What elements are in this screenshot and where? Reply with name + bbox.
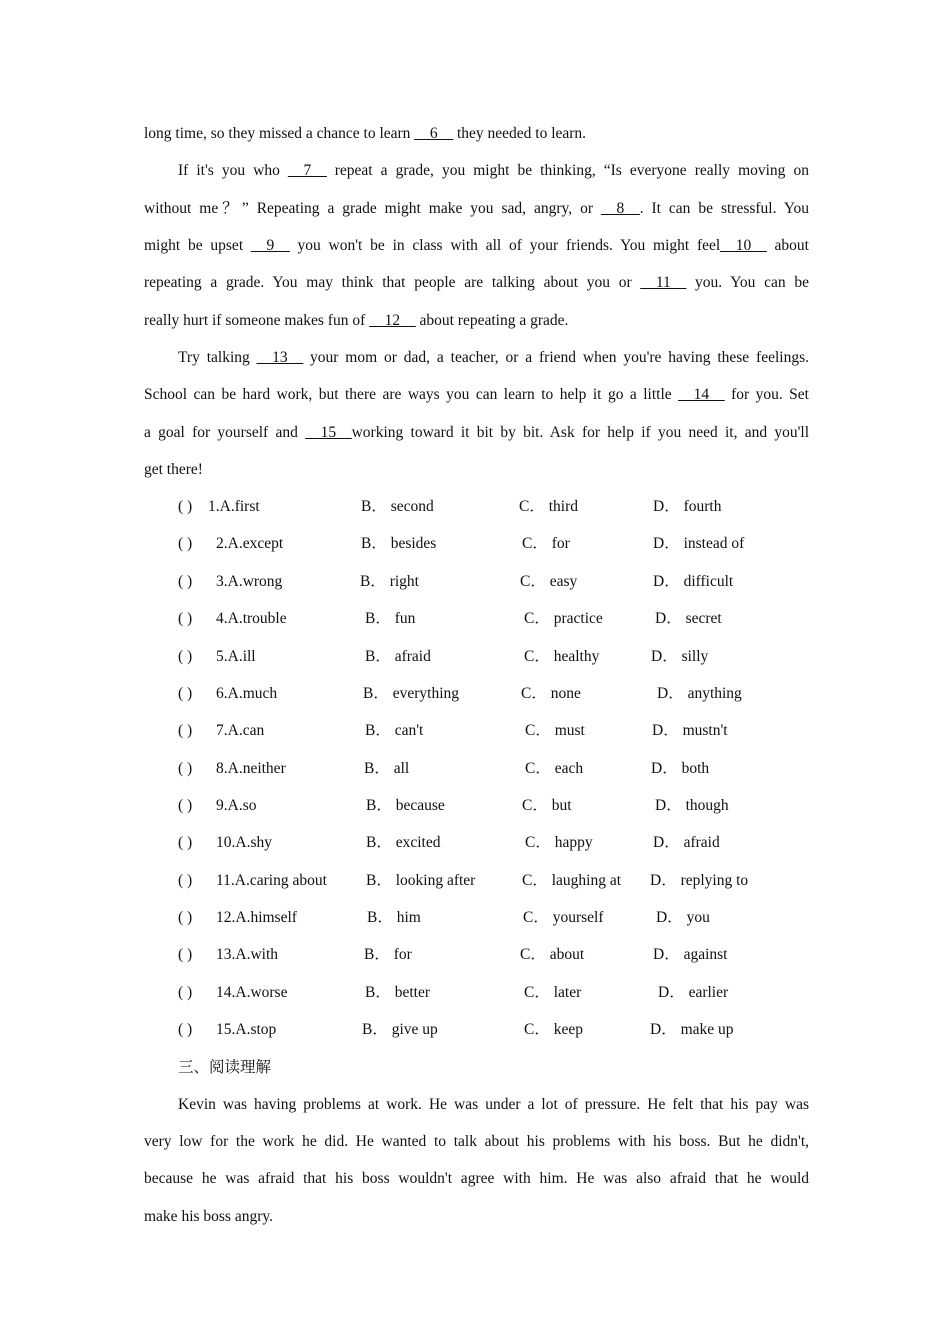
option-b: B． all: [364, 760, 410, 777]
option-a: 2.A.except: [216, 535, 284, 552]
answer-paren[interactable]: ( ): [178, 535, 193, 552]
option-a: 12.A.himself: [216, 909, 297, 926]
option-b: B． better: [365, 984, 430, 1001]
option-a: 1.A.first: [208, 498, 260, 515]
blank-9: __9__: [250, 237, 290, 254]
question-row-4: [178, 609, 818, 629]
question-row-10: [178, 833, 818, 853]
option-c: C． practice: [524, 610, 603, 627]
question-row-13: [178, 945, 818, 965]
option-b: B． besides: [361, 535, 437, 552]
option-d: D． afraid: [653, 834, 720, 851]
option-d: D． secret: [655, 610, 722, 627]
option-d: D． both: [651, 760, 710, 777]
blank-7: __7__: [287, 162, 327, 179]
option-b: B． right: [360, 573, 419, 590]
blank-6: __6__: [414, 125, 454, 142]
question-row-1: [178, 497, 818, 517]
answer-paren[interactable]: ( ): [178, 722, 193, 739]
option-d: D． silly: [651, 648, 709, 665]
answer-paren[interactable]: ( ): [178, 573, 193, 590]
option-a: 4.A.trouble: [216, 610, 287, 627]
passage-line: If it's you who __7__ repeat a grade, you might be thinking, “Is everyone really moving on: [178, 162, 809, 179]
option-b: B． second: [361, 498, 434, 515]
option-a: 3.A.wrong: [216, 573, 283, 590]
question-row-6: [178, 684, 818, 704]
option-d: D． instead of: [653, 535, 745, 552]
option-b: B． everything: [363, 685, 459, 702]
passage-line: Try talking __13__ your mom or dad, a teacher, or a friend when you're having these feelings.: [178, 349, 809, 366]
option-c: C． easy: [520, 573, 578, 590]
reading-line: Kevin was having problems at work. He was under a lot of pressure. He felt that his pay was: [178, 1096, 809, 1113]
question-row-2: [178, 534, 818, 554]
answer-paren[interactable]: ( ): [178, 984, 193, 1001]
passage-line: School can be hard work, but there are ways you can learn to help it go a little __14__ for you. Set: [144, 386, 809, 403]
option-d: D． you: [656, 909, 710, 926]
answer-paren[interactable]: ( ): [178, 760, 193, 777]
option-a: 15.A.stop: [216, 1021, 277, 1038]
option-d: D． difficult: [653, 573, 734, 590]
option-a: 10.A.shy: [216, 834, 272, 851]
option-c: C． but: [522, 797, 572, 814]
option-c: C． healthy: [524, 648, 600, 665]
option-d: D． earlier: [658, 984, 729, 1001]
question-row-11: [178, 871, 818, 891]
option-c: C． each: [525, 760, 584, 777]
question-row-15: [178, 1020, 818, 1040]
question-row-7: [178, 721, 818, 741]
option-b: B． fun: [365, 610, 416, 627]
option-c: C． none: [521, 685, 581, 702]
option-c: C． yourself: [523, 909, 604, 926]
answer-paren[interactable]: ( ): [178, 946, 193, 963]
option-b: B． for: [364, 946, 412, 963]
answer-paren[interactable]: ( ): [178, 834, 193, 851]
answer-paren[interactable]: ( ): [178, 610, 193, 627]
option-a: 14.A.worse: [216, 984, 288, 1001]
option-d: D． make up: [650, 1021, 734, 1038]
answer-paren[interactable]: ( ): [178, 498, 193, 515]
question-row-8: [178, 759, 818, 779]
option-c: C． must: [525, 722, 585, 739]
option-a: 7.A.can: [216, 722, 265, 739]
option-a: 13.A.with: [216, 946, 278, 963]
option-c: C． third: [519, 498, 578, 515]
option-d: D． mustn't: [652, 722, 728, 739]
option-d: D． against: [653, 946, 728, 963]
blank-11: __11__: [640, 274, 687, 291]
option-c: C． happy: [525, 834, 593, 851]
passage-line: get there!: [144, 461, 203, 478]
answer-paren[interactable]: ( ): [178, 685, 193, 702]
option-a: 8.A.neither: [216, 760, 286, 777]
option-c: C． later: [524, 984, 582, 1001]
option-b: B． give up: [362, 1021, 438, 1038]
blank-13: __13__: [256, 349, 304, 366]
answer-paren[interactable]: ( ): [178, 872, 193, 889]
option-a: 6.A.much: [216, 685, 278, 702]
blank-15: __15__: [305, 424, 352, 441]
option-b: B． excited: [366, 834, 441, 851]
passage-line: might be upset __9__ you won't be in class with all of your friends. You might feel__10__ about: [144, 237, 809, 254]
answer-paren[interactable]: ( ): [178, 909, 193, 926]
option-c: C． about: [520, 946, 585, 963]
blank-12: __12__: [369, 312, 416, 329]
reading-line: very low for the work he did. He wanted to talk about his problems with his boss. But he didn't,: [144, 1133, 809, 1150]
option-d: D． though: [655, 797, 729, 814]
option-b: B． afraid: [365, 648, 431, 665]
blank-10: __10__: [720, 237, 767, 254]
reading-line: because he was afraid that his boss wouldn't agree with him. He was also afraid that he would: [144, 1170, 809, 1187]
passage-line: long time, so they missed a chance to learn __6__ they needed to learn.: [144, 125, 587, 142]
option-b: B． can't: [365, 722, 424, 739]
option-d: D． fourth: [653, 498, 722, 515]
option-d: D． replying to: [650, 872, 749, 889]
option-b: B． looking after: [366, 872, 476, 889]
option-c: C． laughing at: [522, 872, 622, 889]
answer-paren[interactable]: ( ): [178, 1021, 193, 1038]
option-d: D． anything: [657, 685, 742, 702]
passage-line: repeating a grade. You may think that people are talking about you or __11__ you. You can be: [144, 274, 809, 291]
passage-line: really hurt if someone makes fun of __12__ about repeating a grade.: [144, 312, 569, 329]
passage-line: a goal for yourself and __15__working toward it bit by bit. Ask for help if you need it, and you'll: [144, 424, 810, 441]
section-heading: 三、阅读理解: [178, 1058, 272, 1076]
option-c: C． keep: [524, 1021, 583, 1038]
question-row-9: [178, 796, 818, 816]
question-row-3: [178, 572, 818, 592]
answer-paren[interactable]: ( ): [178, 648, 193, 665]
passage-line: without me？” Repeating a grade might make you sad, angry, or __8__. It can be stressful. You: [144, 200, 809, 217]
option-b: B． him: [367, 909, 421, 926]
question-row-14: [178, 983, 818, 1003]
question-row-12: [178, 908, 818, 928]
option-a: 9.A.so: [216, 797, 257, 814]
blank-8: __8__: [600, 200, 640, 217]
option-a: 11.A.caring about: [216, 872, 327, 889]
option-b: B． because: [366, 797, 445, 814]
option-a: 5.A.ill: [216, 648, 256, 665]
question-row-5: [178, 647, 818, 667]
option-c: C． for: [522, 535, 570, 552]
answer-paren[interactable]: ( ): [178, 797, 193, 814]
reading-line: make his boss angry.: [144, 1208, 274, 1225]
blank-14: __14__: [678, 386, 725, 403]
